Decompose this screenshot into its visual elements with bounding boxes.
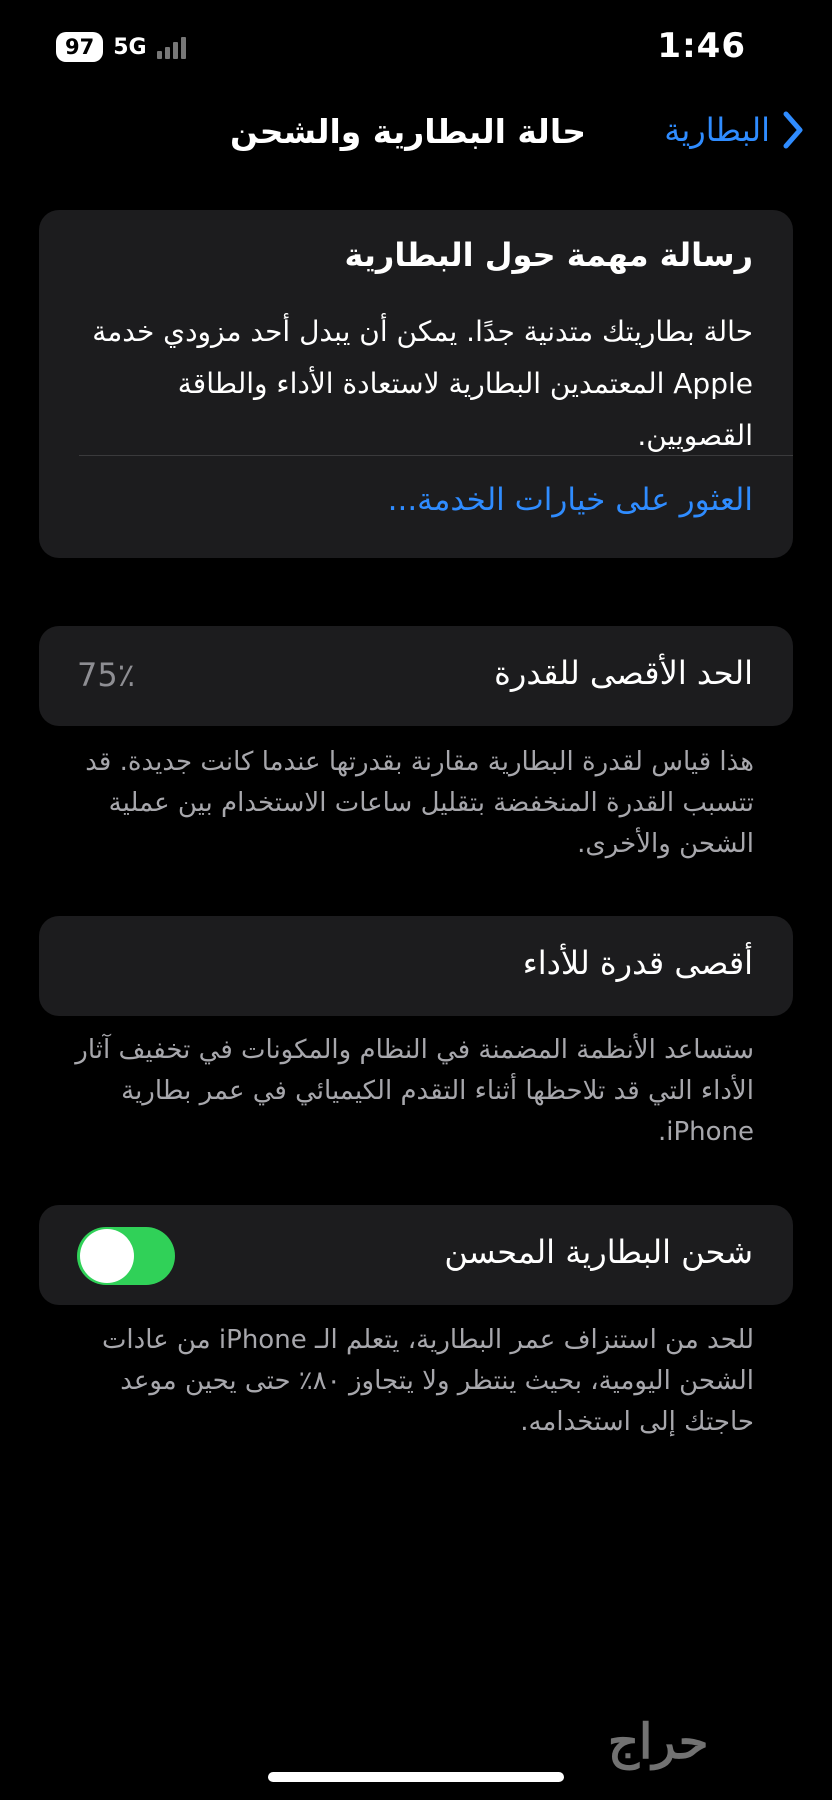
status-bar — [0, 0, 832, 96]
toggle-knob — [80, 1229, 134, 1283]
battery-notice-card — [39, 210, 793, 558]
max-capacity-footnote: هذا قياس لقدرة البطارية مقارنة بقدرتها عندما كانت جديدة. قد تتسبب القدرة المنخفضة بتقليل ساعات الاستخدام بين عملية الشحن والأخرى. — [85, 747, 754, 859]
max-capacity-row — [39, 626, 793, 726]
chevron-back-icon — [782, 110, 804, 150]
max-capacity-label: الحد الأقصى للقدرة — [494, 654, 753, 692]
page-title: حالة البطارية والشحن — [230, 112, 586, 151]
signal-icon — [157, 35, 186, 59]
peak-performance-row[interactable] — [39, 916, 793, 1016]
optimized-charging-toggle[interactable] — [77, 1227, 175, 1285]
watermark: حراج — [608, 1714, 709, 1770]
optimized-charging-label: شحن البطارية المحسن — [444, 1233, 753, 1271]
status-time: 1:46 — [657, 26, 746, 66]
notice-body: حالة بطاريتك متدنية جدًا. يمكن أن يبدل أحد مزودي خدمة Apple المعتمدين البطارية لاستعادة الأداء والطاقة القصويين. — [92, 315, 753, 452]
notice-title: رسالة مهمة حول البطارية — [344, 236, 753, 274]
max-capacity-value: 75٪ — [77, 656, 135, 694]
back-label: البطارية — [664, 111, 770, 149]
nav-bar — [0, 100, 832, 166]
home-indicator[interactable] — [268, 1772, 564, 1782]
optimized-charging-row — [39, 1205, 793, 1305]
divider — [79, 455, 793, 456]
status-left — [56, 32, 186, 62]
back-button[interactable] — [664, 110, 804, 150]
optimized-charging-footnote: للحد من استنزاف عمر البطارية، يتعلم الـ iPhone من عادات الشحن اليومية، بحيث ينتظر ولا يتجاوز ٨٠٪ حتى يحين موعد حاجتك إلى استخدامه. — [101, 1325, 754, 1437]
battery-icon: 97 — [56, 32, 103, 62]
peak-performance-label: أقصى قدرة للأداء — [522, 944, 753, 982]
find-service-link[interactable]: العثور على خيارات الخدمة... — [387, 482, 753, 518]
peak-performance-footnote: ستساعد الأنظمة المضمنة في النظام والمكونات في تخفيف آثار الأداء التي قد تلاحظها أثناء التقدم الكيميائي في عمر بطارية iPhone. — [75, 1035, 754, 1147]
network-type: 5G — [113, 34, 147, 60]
